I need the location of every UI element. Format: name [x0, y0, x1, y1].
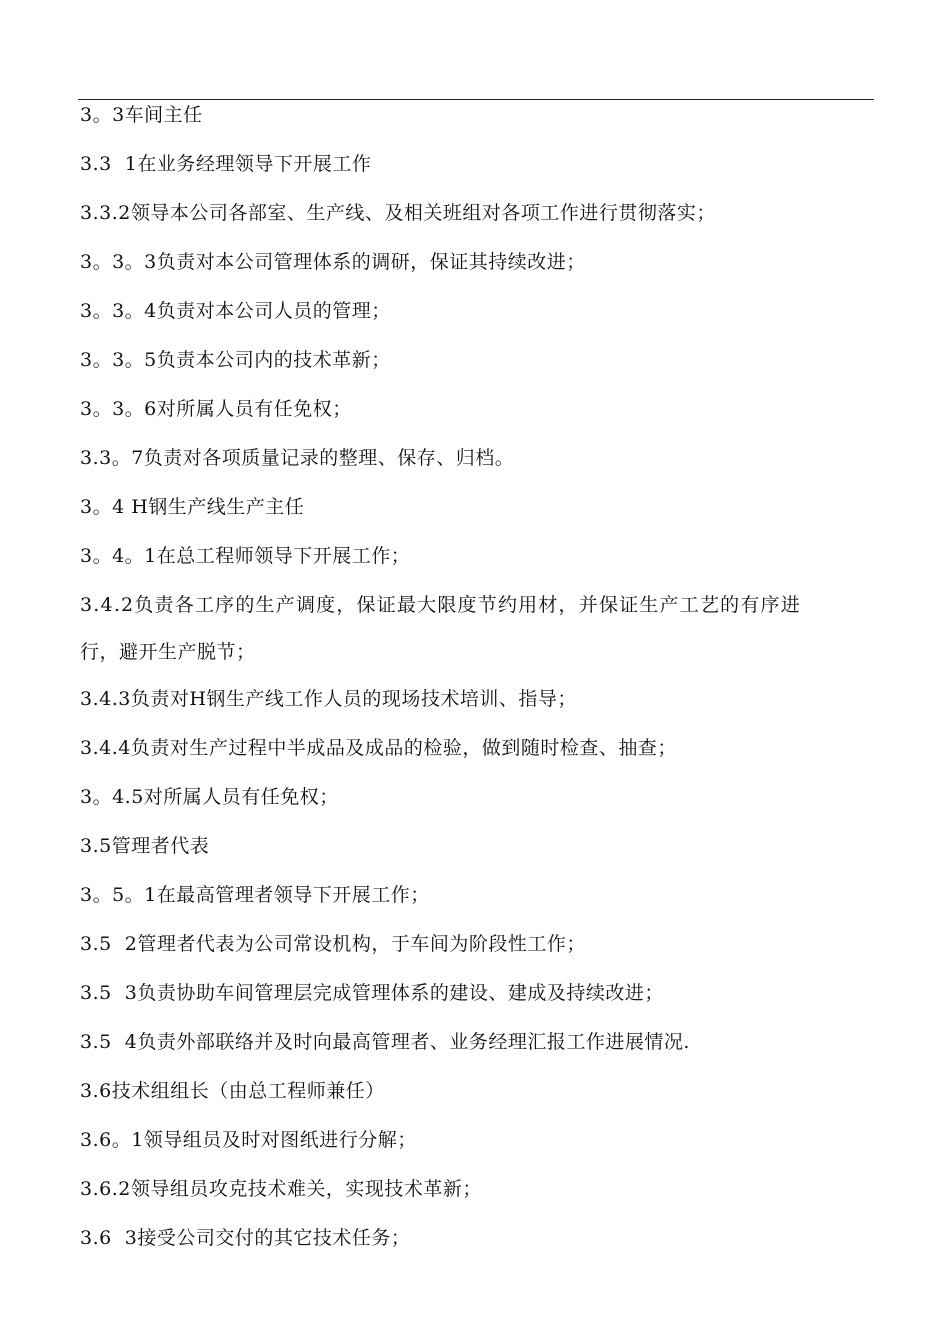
text-line: 3.5 3负责协助车间管理层完成管理体系的建设、建成及持续改进； — [80, 982, 664, 1004]
text-line: 3.5 4负责外部联络并及时向最高管理者、业务经理汇报工作进展情况. — [80, 1031, 690, 1053]
section-heading-3-3: 3。3车间主任 — [80, 104, 203, 126]
text-line: 3。5。1在最高管理者领导下开展工作； — [80, 884, 430, 906]
text-line: 3。3。4负责对本公司人员的管理； — [80, 300, 391, 322]
section-heading-3-6: 3.6技术组组长（由总工程师兼任） — [80, 1080, 385, 1102]
text-line: 3。3。5负责本公司内的技术革新； — [80, 349, 391, 371]
text-line: 3.4.3负责对H钢生产线工作人员的现场技术培训、指导； — [80, 688, 577, 710]
text-line: 3。4.5对所属人员有任免权； — [80, 786, 339, 808]
text-line: 3.6。1领导组员及时对图纸进行分解； — [80, 1129, 417, 1151]
text-line: 3。4。1在总工程师领导下开展工作； — [80, 545, 411, 567]
section-heading-3-4: 3。4 H钢生产线生产主任 — [80, 496, 305, 518]
text-line: 3.4.2负责各工序的生产调度，保证最大限度节约用材，并保证生产工艺的有序进 — [80, 594, 801, 616]
document-body — [80, 97, 870, 1269]
text-line-continuation: 行，避开生产脱节； — [80, 641, 256, 663]
text-line: 3.5 2管理者代表为公司常设机构，于车间为阶段性工作； — [80, 933, 586, 955]
text-line: 3.3.2领导本公司各部室、生产线、及相关班组对各项工作进行贯彻落实； — [80, 202, 716, 224]
text-line: 3.6 3接受公司交付的其它技术任务； — [80, 1227, 411, 1249]
text-line: 3.4.4负责对生产过程中半成品及成品的检验，做到随时检查、抽查； — [80, 737, 677, 759]
text-line: 3.6.2领导组员攻克技术难关，实现技术革新； — [80, 1178, 482, 1200]
text-line: 3。3。6对所属人员有任免权； — [80, 398, 352, 420]
text-line: 3.3 1在业务经理领导下开展工作 — [80, 153, 372, 175]
text-line: 3。3。3负责对本公司管理体系的调研，保证其持续改进； — [80, 251, 586, 273]
text-line: 3.3。7负责对各项质量记录的整理、保存、归档。 — [80, 447, 515, 469]
section-heading-3-5: 3.5管理者代表 — [80, 835, 210, 857]
